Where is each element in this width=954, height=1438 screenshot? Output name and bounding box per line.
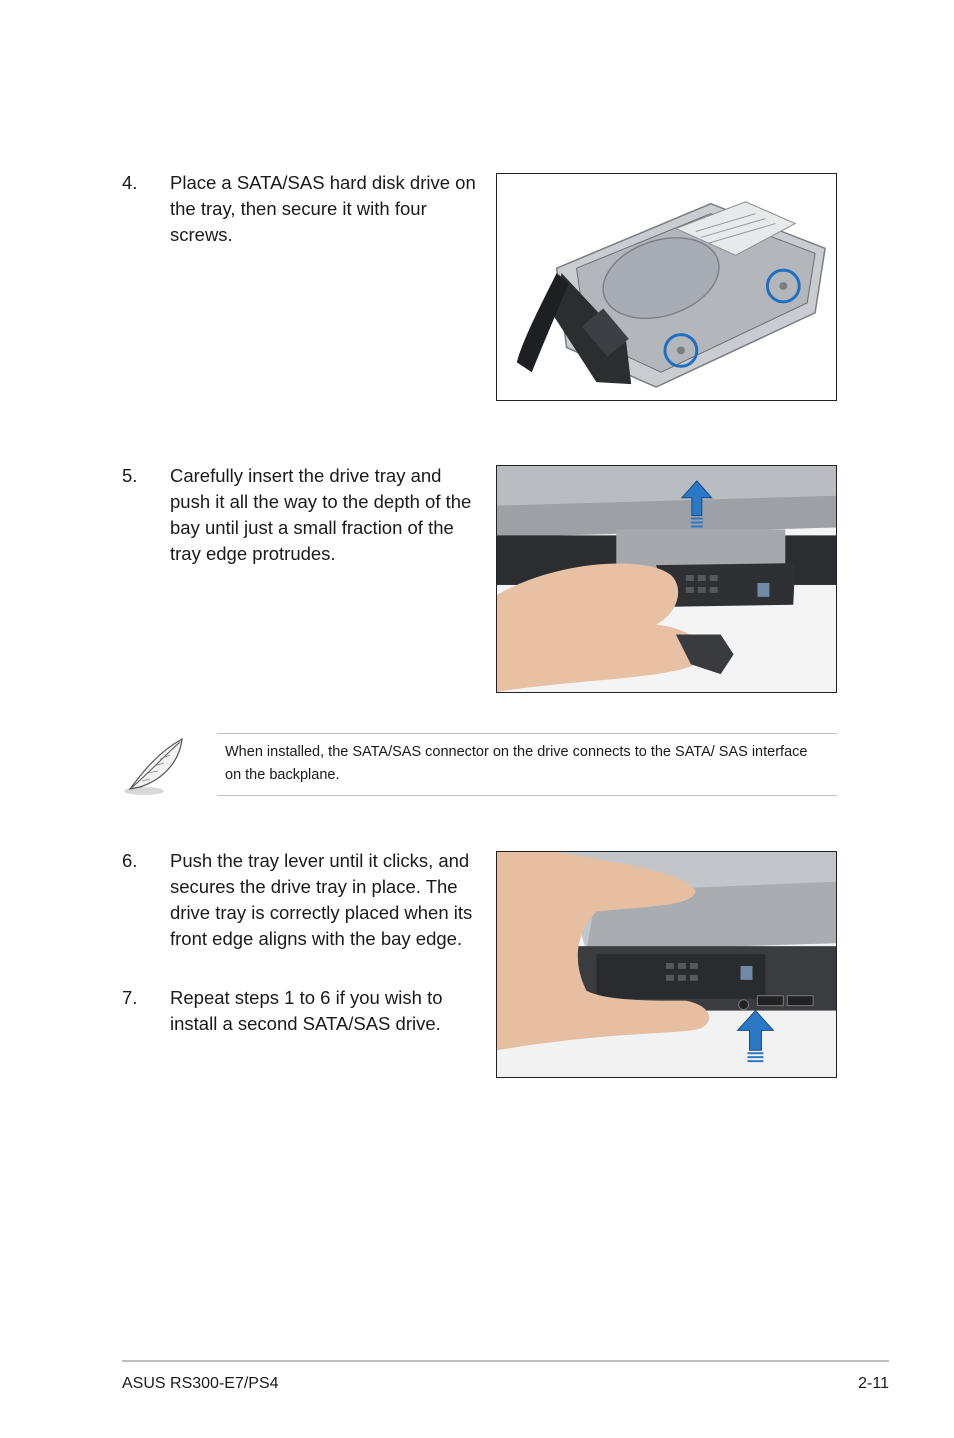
step-text: Place a SATA/SAS hard disk drive on the tray, then secure it with four screws. — [170, 172, 476, 245]
figure-insert-tray — [496, 465, 837, 693]
push-lever-illustration — [497, 852, 836, 1077]
note-text: When installed, the SATA/SAS connector on the drive connects to the SATA/ SAS interface on the backplane. — [225, 744, 808, 783]
step-number: 6. — [122, 850, 138, 871]
figure-push-lever — [496, 851, 837, 1078]
note-box — [217, 733, 837, 796]
figure-drive-on-tray — [496, 173, 837, 401]
insert-tray-illustration — [497, 466, 836, 692]
footer-divider — [122, 1360, 889, 1362]
step-7 — [122, 985, 477, 1037]
step-text: Repeat steps 1 to 6 if you wish to install a second SATA/SAS drive. — [170, 987, 443, 1034]
step-text: Push the tray lever until it clicks, and secures the drive tray in place. The drive tray is correctly placed when its front edge aligns with the bay edge. — [170, 850, 473, 949]
step-6 — [122, 848, 477, 952]
step-4 — [122, 170, 477, 248]
step-5 — [122, 463, 477, 567]
step-number: 5. — [122, 465, 138, 486]
feather-note-icon — [122, 733, 188, 797]
drive-tray-illustration — [497, 174, 836, 400]
step-number: 4. — [122, 172, 138, 193]
step-text: Carefully insert the drive tray and push it all the way to the depth of the bay until just a small fraction of the tray edge protrudes. — [170, 465, 472, 564]
step-number: 7. — [122, 987, 138, 1008]
footer-product-name: ASUS RS300-E7/PS4 — [122, 1375, 279, 1392]
footer-page-number: 2-11 — [858, 1375, 889, 1392]
